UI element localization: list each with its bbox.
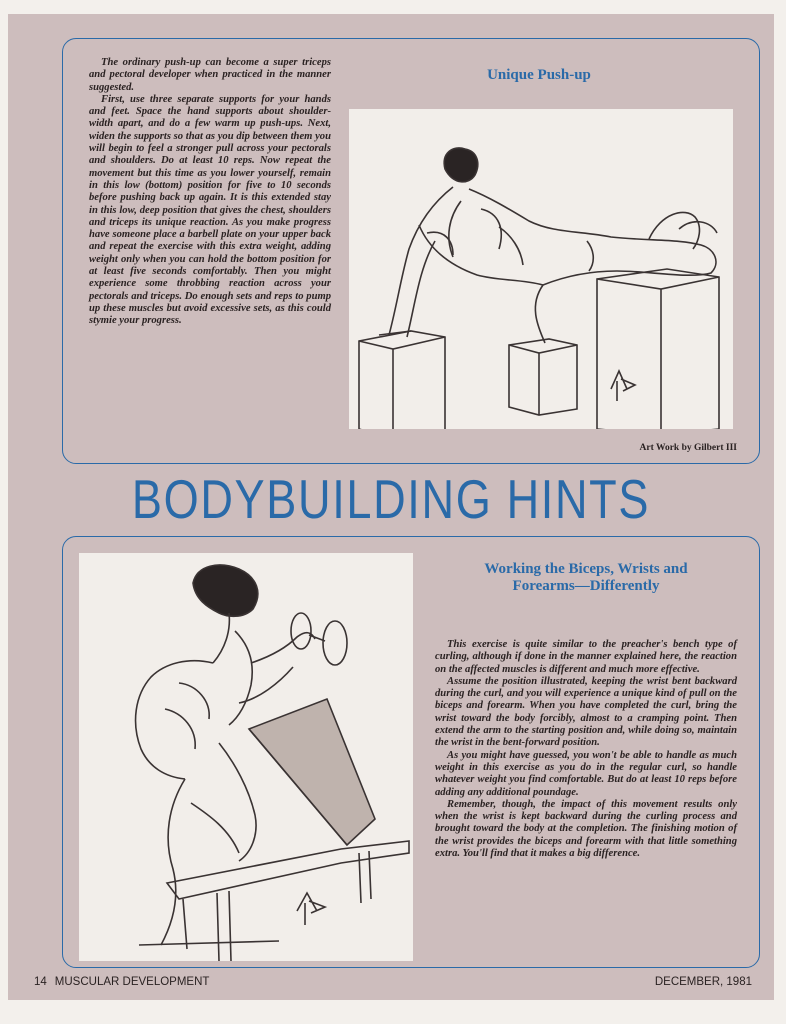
biceps-hint-panel	[62, 536, 760, 968]
footer-left	[34, 976, 217, 988]
pushup-article-text	[89, 57, 331, 328]
pushup-illustration	[349, 109, 733, 429]
biceps-title-line-2: Forearms—Differently	[512, 578, 660, 594]
biceps-title-line-1: Working the Biceps, Wrists and	[484, 561, 688, 577]
biceps-paragraph: As you might have guessed, you won't be able to handle as much weight in this exercise as you do in the regular curl, so handle whatever weight you find comfortable. But do at least 10 reps before adding any additional poundage.	[435, 749, 737, 798]
issue-date: DECEMBER, 1981	[654, 976, 752, 988]
biceps-paragraph: Remember, though, the impact of this movement results only when the wrist is kept backward during the curling process and brought toward the body at the completion. The finishing motion of the wrist provides the biceps and forearm with that little something extra. You'll find that it makes a big difference.	[435, 798, 737, 860]
pushup-paragraph: The ordinary push-up can become a super triceps and pectoral developer when practiced in the manner suggested.	[89, 57, 331, 93]
pushup-paragraph: First, use three separate supports for your hands and feet. Space the hand supports about shoulder-width apart, and do a few warm up push-ups. Next, widen the supports so that as you dip between them you will begin to feel a stronger pull across your pectorals and shoulders. Do at least 10 reps. Now repeat the movement but this time as you lower yourself, remain in this low (bottom) position for five to 10 seconds before pushing back up again. It is this extended stay in this low, deep position that gives the chest, shoulders and triceps its unique reaction. As you make progress have someone place a barbell plate on your upper back and repeat the exercise with this extra weight, adding weight only when you can hold the bottom position for at least five seconds comfortably. Then you might experience some throbbing reaction across your pectorals and triceps. Do enough sets and reps to pump up these muscles but avoid excessive sets, as this could stymie your progress.	[89, 93, 331, 327]
biceps-illustration	[79, 553, 413, 961]
biceps-paragraph: This exercise is quite similar to the preacher's bench type of curling, although if done in the manner explained here, the reaction on the affected muscles is different and much more effective.	[435, 639, 737, 675]
pushup-hint-panel	[62, 38, 760, 464]
magazine-name: MUSCULAR DEVELOPMENT	[54, 976, 210, 988]
magazine-page	[8, 14, 774, 1000]
biceps-article-text	[435, 639, 737, 860]
art-credit: Art Work by Gilbert III	[639, 443, 737, 453]
pushup-title: Unique Push-up	[487, 67, 591, 83]
biceps-title	[435, 561, 737, 595]
biceps-paragraph: Assume the position illustrated, keeping the wrist bent backward during the curl, and you will experience a unique kind of pull on the biceps and forearm. When you have completed the curl, bring the wrist toward the body forcibly, almost to a cramping point. Then extend the arm to the starting position and, while doing so, maintain the wrist in the bent-forward position.	[435, 675, 737, 749]
bodybuilding-hints-headline: BODYBUILDING HINTS	[131, 468, 651, 530]
page-number: 14	[34, 976, 47, 988]
